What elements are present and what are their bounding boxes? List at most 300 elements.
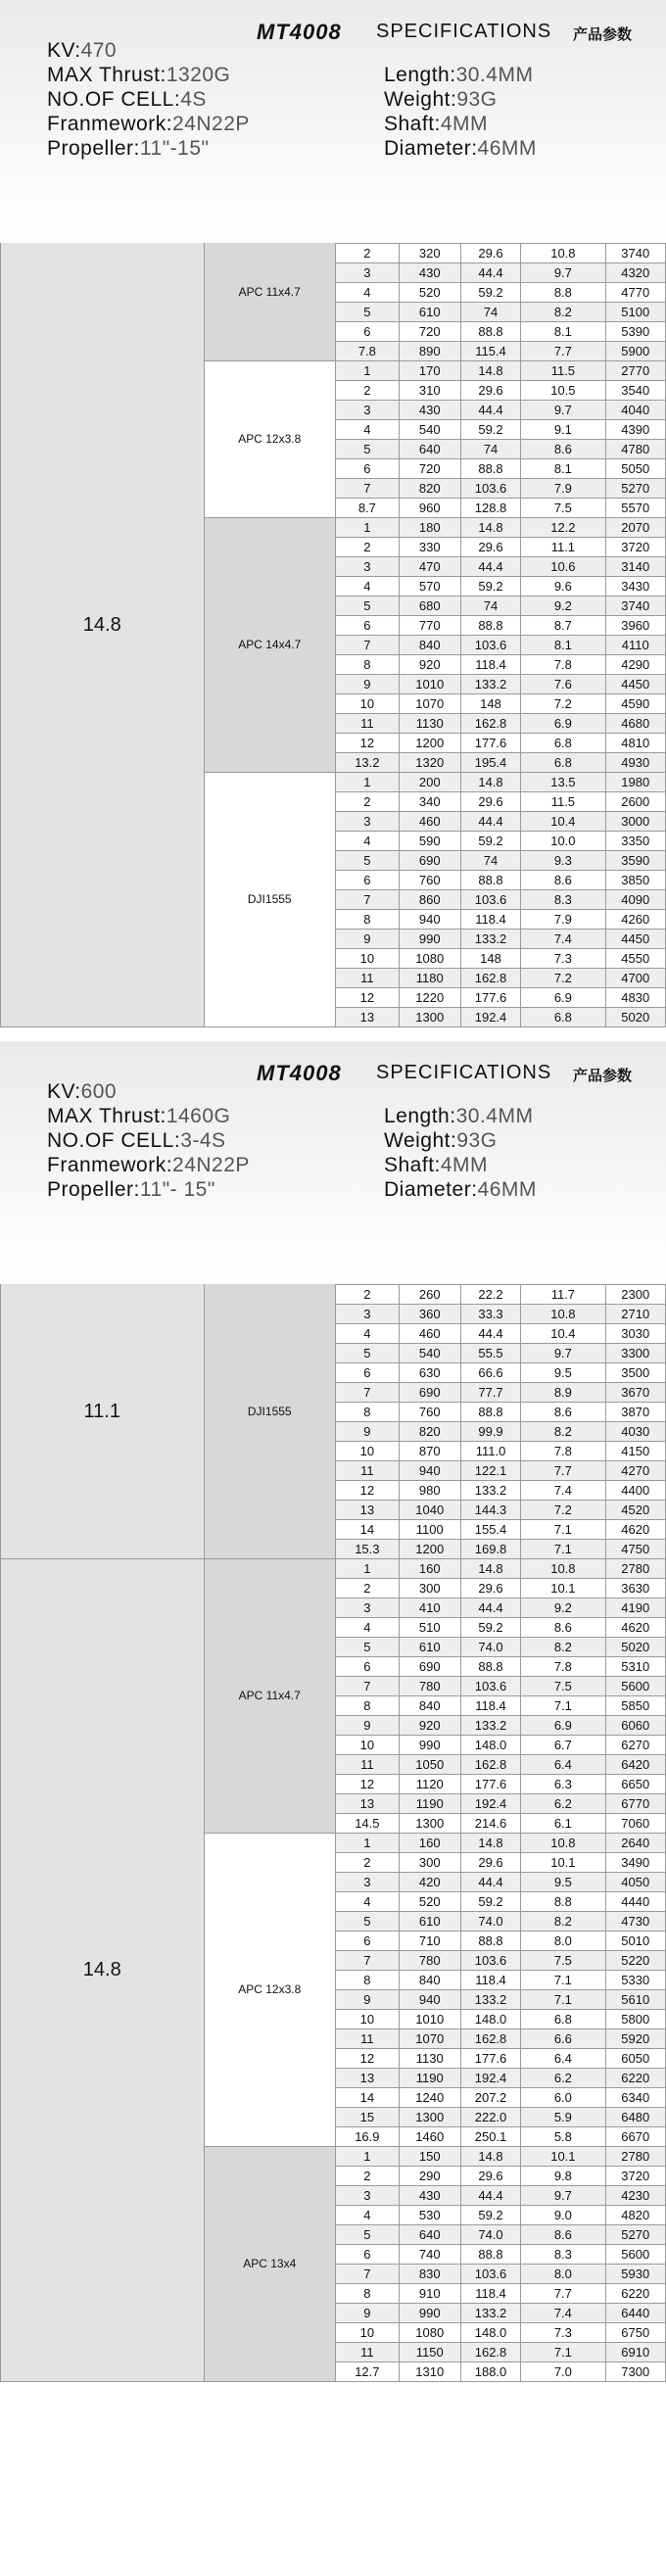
thrust-cell: 760 xyxy=(399,871,460,890)
thrust-cell: 1150 xyxy=(399,2343,460,2362)
current-cell: 2 xyxy=(335,1579,399,1598)
speed-cell: 5050 xyxy=(605,459,665,479)
efficiency-cell: 6.9 xyxy=(521,1716,605,1736)
current-cell: 10 xyxy=(335,1736,399,1755)
current-cell: 5 xyxy=(335,1912,399,1932)
thrust-cell: 460 xyxy=(399,812,460,832)
current-cell: 9 xyxy=(335,930,399,949)
thrust-cell: 460 xyxy=(399,1324,460,1344)
efficiency-cell: 7.3 xyxy=(521,2323,605,2343)
efficiency-cell: 8.6 xyxy=(521,1618,605,1638)
speed-cell: 6050 xyxy=(605,2049,665,2069)
speed-cell: 4090 xyxy=(605,890,665,910)
power-cell: 59.2 xyxy=(460,1892,520,1912)
current-cell: 6 xyxy=(335,1657,399,1677)
current-cell: 6 xyxy=(335,459,399,479)
efficiency-cell: 6.9 xyxy=(521,714,605,734)
thrust-cell: 1200 xyxy=(399,1540,460,1559)
efficiency-cell: 6.7 xyxy=(521,1736,605,1755)
power-cell: 133.2 xyxy=(460,1990,520,2010)
efficiency-cell: 11.1 xyxy=(521,538,605,557)
param-max-thrust: MAX Thrust:1320G xyxy=(47,64,231,86)
thrust-cell: 1070 xyxy=(399,694,460,714)
speed-cell: 4150 xyxy=(605,1442,665,1461)
efficiency-cell: 8.3 xyxy=(521,890,605,910)
power-cell: 33.3 xyxy=(460,1305,520,1324)
power-cell: 122.1 xyxy=(460,1461,520,1481)
speed-cell: 5100 xyxy=(605,303,665,322)
power-cell: 118.4 xyxy=(460,1971,520,1990)
current-cell: 9 xyxy=(335,1422,399,1442)
current-cell: 5 xyxy=(335,1638,399,1657)
speed-cell: 3500 xyxy=(605,1363,665,1383)
spec-params xyxy=(0,1080,666,1284)
param-length: Length:30.4MM xyxy=(384,1105,534,1127)
current-cell: 6 xyxy=(335,1363,399,1383)
thrust-cell: 990 xyxy=(399,930,460,949)
power-cell: 162.8 xyxy=(460,2343,520,2362)
thrust-cell: 1010 xyxy=(399,2010,460,2029)
efficiency-cell: 7.9 xyxy=(521,910,605,930)
thrust-cell: 690 xyxy=(399,851,460,871)
speed-cell: 3850 xyxy=(605,871,665,890)
efficiency-cell: 8.1 xyxy=(521,322,605,342)
efficiency-cell: 10.1 xyxy=(521,1853,605,1873)
thrust-cell: 940 xyxy=(399,1461,460,1481)
speed-cell: 4050 xyxy=(605,1873,665,1892)
power-cell: 133.2 xyxy=(460,930,520,949)
thrust-cell: 890 xyxy=(399,342,460,361)
power-cell: 29.6 xyxy=(460,538,520,557)
power-cell: 103.6 xyxy=(460,1677,520,1696)
voltage-cell: 14.8 xyxy=(1,1559,205,2382)
thrust-cell: 1040 xyxy=(399,1501,460,1520)
power-cell: 88.8 xyxy=(460,1657,520,1677)
speed-cell: 2770 xyxy=(605,361,665,381)
thrust-cell: 1240 xyxy=(399,2088,460,2108)
current-cell: 16.9 xyxy=(335,2127,399,2147)
current-cell: 4 xyxy=(335,2206,399,2225)
current-cell: 8 xyxy=(335,655,399,675)
current-cell: 13 xyxy=(335,1794,399,1814)
speed-cell: 3960 xyxy=(605,616,665,636)
thrust-cell: 990 xyxy=(399,2304,460,2323)
current-cell: 3 xyxy=(335,263,399,283)
current-cell: 9 xyxy=(335,2304,399,2323)
thrust-cell: 570 xyxy=(399,577,460,596)
power-cell: 192.4 xyxy=(460,1008,520,1027)
efficiency-cell: 6.9 xyxy=(521,988,605,1008)
efficiency-cell: 7.1 xyxy=(521,1540,605,1559)
power-cell: 148 xyxy=(460,949,520,969)
current-cell: 2 xyxy=(335,792,399,812)
power-cell: 59.2 xyxy=(460,420,520,440)
efficiency-cell: 11.5 xyxy=(521,361,605,381)
speed-cell: 4320 xyxy=(605,263,665,283)
product-params-title: 产品参数 xyxy=(573,1068,633,1084)
speed-cell: 2600 xyxy=(605,792,665,812)
power-cell: 88.8 xyxy=(460,2245,520,2265)
thrust-cell: 820 xyxy=(399,479,460,499)
efficiency-cell: 6.3 xyxy=(521,1775,605,1794)
current-cell: 7 xyxy=(335,2265,399,2284)
paddle-size-cell: APC 13x4 xyxy=(204,2147,335,2382)
power-cell: 29.6 xyxy=(460,381,520,401)
efficiency-cell: 7.5 xyxy=(521,1677,605,1696)
current-cell: 7 xyxy=(335,1383,399,1403)
efficiency-cell: 8.2 xyxy=(521,1422,605,1442)
thrust-cell: 1190 xyxy=(399,2069,460,2088)
current-cell: 12 xyxy=(335,1775,399,1794)
efficiency-cell: 7.1 xyxy=(521,1520,605,1540)
efficiency-cell: 7.2 xyxy=(521,694,605,714)
power-cell: 133.2 xyxy=(460,1716,520,1736)
current-cell: 7 xyxy=(335,479,399,499)
speed-cell: 4450 xyxy=(605,675,665,694)
speed-cell: 4810 xyxy=(605,734,665,753)
param-diameter: Diameter:46MM xyxy=(384,1178,537,1201)
speed-cell: 4700 xyxy=(605,969,665,988)
current-cell: 4 xyxy=(335,577,399,596)
current-cell: 7 xyxy=(335,1951,399,1971)
efficiency-cell: 11.7 xyxy=(521,1285,605,1305)
efficiency-cell: 7.1 xyxy=(521,1990,605,2010)
efficiency-cell: 8.7 xyxy=(521,616,605,636)
speed-cell: 5600 xyxy=(605,2245,665,2265)
current-cell: 13 xyxy=(335,1008,399,1027)
power-cell: 29.6 xyxy=(460,1853,520,1873)
current-cell: 8 xyxy=(335,1696,399,1716)
speed-cell: 4030 xyxy=(605,1422,665,1442)
thrust-cell: 680 xyxy=(399,596,460,616)
power-cell: 162.8 xyxy=(460,969,520,988)
speed-cell: 6220 xyxy=(605,2069,665,2088)
current-cell: 12.7 xyxy=(335,2362,399,2382)
power-cell: 44.4 xyxy=(460,1873,520,1892)
spec-params xyxy=(0,39,666,243)
paddle-size-cell: APC 14x4.7 xyxy=(204,518,335,773)
power-cell: 88.8 xyxy=(460,1403,520,1422)
speed-cell: 5920 xyxy=(605,2029,665,2049)
speed-cell: 4830 xyxy=(605,988,665,1008)
current-cell: 13 xyxy=(335,2069,399,2088)
current-cell: 12 xyxy=(335,988,399,1008)
current-cell: 2 xyxy=(335,1285,399,1305)
thrust-cell: 330 xyxy=(399,538,460,557)
speed-cell: 4820 xyxy=(605,2206,665,2225)
speed-cell: 4400 xyxy=(605,1481,665,1501)
speed-cell: 4550 xyxy=(605,949,665,969)
power-cell: 59.2 xyxy=(460,1618,520,1638)
thrust-cell: 510 xyxy=(399,1618,460,1638)
efficiency-cell: 9.7 xyxy=(521,263,605,283)
efficiency-cell: 7.8 xyxy=(521,1657,605,1677)
efficiency-cell: 6.2 xyxy=(521,2069,605,2088)
power-cell: 148.0 xyxy=(460,1736,520,1755)
current-cell: 4 xyxy=(335,283,399,303)
thrust-cell: 720 xyxy=(399,459,460,479)
power-cell: 118.4 xyxy=(460,1696,520,1716)
power-cell: 74 xyxy=(460,851,520,871)
product-params-title: 产品参数 xyxy=(573,26,633,43)
param-weight: Weight:93G xyxy=(384,88,498,111)
paddle-size-cell: APC 11x4.7 xyxy=(204,1559,335,1834)
power-cell: 133.2 xyxy=(460,675,520,694)
speed-cell: 6910 xyxy=(605,2343,665,2362)
current-cell: 4 xyxy=(335,832,399,851)
efficiency-cell: 6.4 xyxy=(521,2049,605,2069)
paddle-size-cell: APC 11x4.7 xyxy=(204,224,335,361)
power-cell: 214.6 xyxy=(460,1814,520,1834)
speed-cell: 3740 xyxy=(605,596,665,616)
thrust-cell: 780 xyxy=(399,1951,460,1971)
current-cell: 5 xyxy=(335,596,399,616)
efficiency-cell: 9.1 xyxy=(521,420,605,440)
current-cell: 9 xyxy=(335,1716,399,1736)
current-cell: 9 xyxy=(335,1990,399,2010)
speed-cell: 6270 xyxy=(605,1736,665,1755)
current-cell: 5 xyxy=(335,440,399,459)
power-cell: 103.6 xyxy=(460,890,520,910)
param-propeller: Propeller:11"- 15" xyxy=(47,1178,215,1201)
thrust-cell: 1050 xyxy=(399,1755,460,1775)
power-cell: 133.2 xyxy=(460,1481,520,1501)
power-cell: 192.4 xyxy=(460,1794,520,1814)
paddle-size-cell: DJI1555 xyxy=(204,1265,335,1559)
current-cell: 12 xyxy=(335,1481,399,1501)
current-cell: 5 xyxy=(335,2225,399,2245)
speed-cell: 4110 xyxy=(605,636,665,655)
current-cell: 1 xyxy=(335,2147,399,2167)
speed-cell: 6670 xyxy=(605,2127,665,2147)
speed-cell: 3000 xyxy=(605,812,665,832)
current-cell: 7 xyxy=(335,636,399,655)
power-cell: 177.6 xyxy=(460,988,520,1008)
power-cell: 29.6 xyxy=(460,2167,520,2186)
current-cell: 8 xyxy=(335,1971,399,1990)
efficiency-cell: 8.6 xyxy=(521,440,605,459)
power-cell: 133.2 xyxy=(460,2304,520,2323)
thrust-cell: 1130 xyxy=(399,714,460,734)
current-cell: 2 xyxy=(335,1853,399,1873)
thrust-cell: 610 xyxy=(399,1912,460,1932)
efficiency-cell: 8.9 xyxy=(521,1383,605,1403)
efficiency-cell: 7.8 xyxy=(521,1442,605,1461)
power-cell: 88.8 xyxy=(460,616,520,636)
power-cell: 66.6 xyxy=(460,1363,520,1383)
spec-table-2 xyxy=(0,1219,666,2382)
speed-cell: 5220 xyxy=(605,1951,665,1971)
current-cell: 6 xyxy=(335,616,399,636)
speed-cell: 2300 xyxy=(605,1285,665,1305)
efficiency-cell: 10.4 xyxy=(521,812,605,832)
speed-cell: 4770 xyxy=(605,283,665,303)
current-cell: 14 xyxy=(335,1520,399,1540)
power-cell: 59.2 xyxy=(460,2206,520,2225)
thrust-cell: 1120 xyxy=(399,1775,460,1794)
speed-cell: 4620 xyxy=(605,1618,665,1638)
efficiency-cell: 8.0 xyxy=(521,2265,605,2284)
param-cells: NO.OF CELL:3-4S xyxy=(47,1129,226,1152)
efficiency-cell: 6.1 xyxy=(521,1814,605,1834)
param-kv: KV:600 xyxy=(47,1080,118,1103)
power-cell: 74 xyxy=(460,596,520,616)
efficiency-cell: 12.2 xyxy=(521,518,605,538)
efficiency-cell: 7.4 xyxy=(521,930,605,949)
thrust-cell: 840 xyxy=(399,1971,460,1990)
thrust-cell: 920 xyxy=(399,655,460,675)
efficiency-cell: 13.5 xyxy=(521,773,605,792)
thrust-cell: 1010 xyxy=(399,675,460,694)
speed-cell: 4750 xyxy=(605,1540,665,1559)
speed-cell: 6420 xyxy=(605,1755,665,1775)
power-cell: 44.4 xyxy=(460,401,520,420)
efficiency-cell: 9.5 xyxy=(521,1873,605,1892)
speed-cell: 6770 xyxy=(605,1794,665,1814)
current-cell: 11 xyxy=(335,1755,399,1775)
power-cell: 88.8 xyxy=(460,322,520,342)
speed-cell: 5850 xyxy=(605,1696,665,1716)
power-cell: 14.8 xyxy=(460,1834,520,1853)
thrust-cell: 720 xyxy=(399,322,460,342)
speed-cell: 4230 xyxy=(605,2186,665,2206)
thrust-cell: 1080 xyxy=(399,949,460,969)
current-cell: 2 xyxy=(335,538,399,557)
current-cell: 8.7 xyxy=(335,499,399,518)
power-cell: 74 xyxy=(460,440,520,459)
efficiency-cell: 7.5 xyxy=(521,499,605,518)
speed-cell: 2780 xyxy=(605,1559,665,1579)
thrust-cell: 160 xyxy=(399,1834,460,1853)
power-cell: 111.0 xyxy=(460,1442,520,1461)
current-cell: 11 xyxy=(335,1461,399,1481)
thrust-cell: 360 xyxy=(399,1305,460,1324)
efficiency-cell: 7.2 xyxy=(521,969,605,988)
speed-cell: 5800 xyxy=(605,2010,665,2029)
thrust-cell: 980 xyxy=(399,1481,460,1501)
power-cell: 74.0 xyxy=(460,1912,520,1932)
current-cell: 8 xyxy=(335,910,399,930)
efficiency-cell: 9.8 xyxy=(521,2167,605,2186)
current-cell: 5 xyxy=(335,303,399,322)
current-cell: 3 xyxy=(335,557,399,577)
efficiency-cell: 8.1 xyxy=(521,636,605,655)
speed-cell: 3740 xyxy=(605,244,665,263)
efficiency-cell: 5.9 xyxy=(521,2108,605,2127)
power-cell: 128.8 xyxy=(460,499,520,518)
current-cell: 4 xyxy=(335,420,399,440)
current-cell: 6 xyxy=(335,871,399,890)
efficiency-cell: 10.8 xyxy=(521,1305,605,1324)
power-cell: 59.2 xyxy=(460,832,520,851)
power-cell: 115.4 xyxy=(460,342,520,361)
power-cell: 88.8 xyxy=(460,1932,520,1951)
efficiency-cell: 11.5 xyxy=(521,792,605,812)
current-cell: 10 xyxy=(335,694,399,714)
thrust-cell: 990 xyxy=(399,1736,460,1755)
power-cell: 103.6 xyxy=(460,2265,520,2284)
current-cell: 4 xyxy=(335,1892,399,1912)
efficiency-cell: 10.8 xyxy=(521,1559,605,1579)
speed-cell: 6750 xyxy=(605,2323,665,2343)
current-cell: 3 xyxy=(335,1305,399,1324)
current-cell: 6 xyxy=(335,2245,399,2265)
speed-cell: 3870 xyxy=(605,1403,665,1422)
thrust-cell: 830 xyxy=(399,2265,460,2284)
current-cell: 13.2 xyxy=(335,753,399,773)
speed-cell: 6060 xyxy=(605,1716,665,1736)
thrust-cell: 1080 xyxy=(399,2323,460,2343)
power-cell: 77.7 xyxy=(460,1383,520,1403)
param-shaft: Shaft:4MM xyxy=(384,113,489,135)
speed-cell: 4260 xyxy=(605,910,665,930)
voltage-cell: 14.8 xyxy=(1,224,205,1027)
power-cell: 169.8 xyxy=(460,1540,520,1559)
param-framework: Franmework:24N22P xyxy=(47,113,250,135)
thrust-cell: 470 xyxy=(399,557,460,577)
thrust-cell: 1100 xyxy=(399,1520,460,1540)
power-cell: 177.6 xyxy=(460,2049,520,2069)
spec-panel-2 xyxy=(0,1041,666,1284)
current-cell: 11 xyxy=(335,2029,399,2049)
power-cell: 44.4 xyxy=(460,812,520,832)
current-cell: 1 xyxy=(335,1559,399,1579)
thrust-cell: 1300 xyxy=(399,1008,460,1027)
power-cell: 118.4 xyxy=(460,910,520,930)
thrust-cell: 690 xyxy=(399,1657,460,1677)
thrust-cell: 940 xyxy=(399,1990,460,2010)
efficiency-cell: 9.7 xyxy=(521,2186,605,2206)
efficiency-cell: 8.2 xyxy=(521,303,605,322)
efficiency-cell: 9.2 xyxy=(521,596,605,616)
efficiency-cell: 7.7 xyxy=(521,342,605,361)
thrust-cell: 410 xyxy=(399,1598,460,1618)
efficiency-cell: 7.8 xyxy=(521,655,605,675)
thrust-cell: 1320 xyxy=(399,753,460,773)
speed-cell: 4590 xyxy=(605,694,665,714)
efficiency-cell: 7.1 xyxy=(521,1971,605,1990)
speed-cell: 3720 xyxy=(605,538,665,557)
thrust-cell: 160 xyxy=(399,1559,460,1579)
thrust-cell: 940 xyxy=(399,910,460,930)
speed-cell: 3140 xyxy=(605,557,665,577)
thrust-cell: 870 xyxy=(399,1442,460,1461)
thrust-cell: 640 xyxy=(399,2225,460,2245)
power-cell: 44.4 xyxy=(460,1324,520,1344)
efficiency-cell: 10.6 xyxy=(521,557,605,577)
thrust-cell: 420 xyxy=(399,1873,460,1892)
power-cell: 88.8 xyxy=(460,459,520,479)
current-cell: 6 xyxy=(335,1932,399,1951)
current-cell: 11 xyxy=(335,2343,399,2362)
paddle-size-cell: APC 12x3.8 xyxy=(204,1834,335,2147)
efficiency-cell: 7.4 xyxy=(521,1481,605,1501)
current-cell: 5 xyxy=(335,1344,399,1363)
panel-gap xyxy=(0,1027,666,1041)
current-cell: 12 xyxy=(335,2049,399,2069)
speed-cell: 2710 xyxy=(605,1305,665,1324)
thrust-cell: 290 xyxy=(399,2167,460,2186)
thrust-cell: 310 xyxy=(399,381,460,401)
speed-cell: 4390 xyxy=(605,420,665,440)
brand-logo: MT4008 xyxy=(257,20,342,44)
power-cell: 29.6 xyxy=(460,244,520,263)
param-max-thrust: MAX Thrust:1460G xyxy=(47,1105,231,1127)
efficiency-cell: 8.6 xyxy=(521,871,605,890)
speed-cell: 4290 xyxy=(605,655,665,675)
thrust-cell: 760 xyxy=(399,1403,460,1422)
current-cell: 8 xyxy=(335,2284,399,2304)
